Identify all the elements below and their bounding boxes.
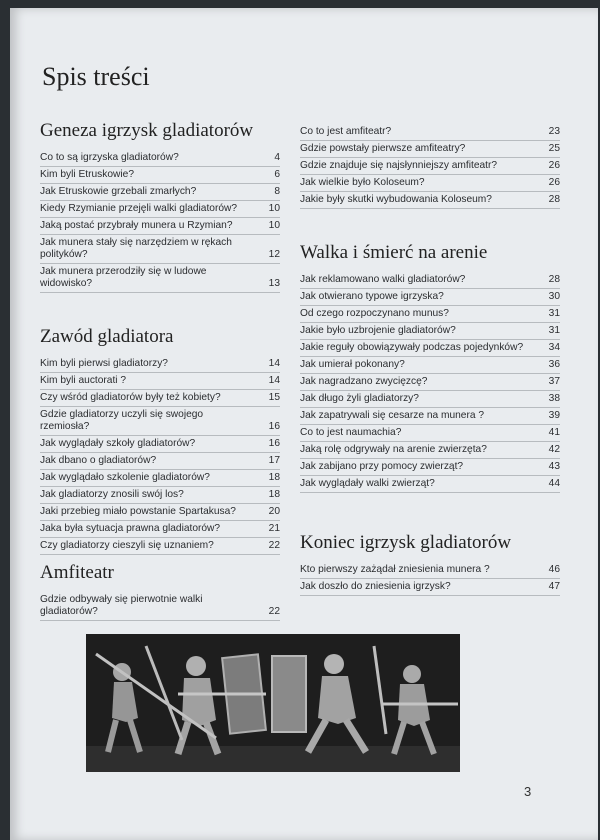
section-heading: Zawód gladiatora <box>40 326 174 347</box>
toc-entry[interactable]: Od czego rozpoczynano munus? 31 <box>300 306 560 323</box>
section-geneza <box>40 120 280 293</box>
section-amfiteatr-continued <box>300 124 560 209</box>
gladiator-relief-image <box>86 634 460 772</box>
toc-entry[interactable]: Jakie były skutki wybudowania Koloseum? 28 <box>300 192 560 209</box>
section-heading: Geneza igrzysk gladiatorów <box>40 120 254 141</box>
toc-entry[interactable]: Gdzie odbywały się pierwotnie walki gladiatorów? 22 <box>40 592 280 621</box>
toc-entry[interactable]: Jak wyglądało szkolenie gladiatorów? 18 <box>40 470 280 487</box>
toc-entry[interactable]: Co to jest naumachia? 41 <box>300 425 560 442</box>
relief-drawing <box>86 634 460 772</box>
section-heading: Amfiteatr <box>40 562 114 583</box>
toc-entry[interactable]: Jak munera stały się narzędziem w rękach polityków? 12 <box>40 235 280 264</box>
toc-entry[interactable]: Jak nagradzano zwycięzcę? 37 <box>300 374 560 391</box>
toc-entry[interactable]: Co to są igrzyska gladiatorów? 4 <box>40 150 280 167</box>
toc-entry[interactable]: Jak Etruskowie grzebali zmarłych? 8 <box>40 184 280 201</box>
toc-entry[interactable]: Jak munera przerodziły się w ludowe widowisko? 13 <box>40 264 280 293</box>
toc-entry[interactable]: Jaką postać przybrały munera u Rzymian? 10 <box>40 218 280 235</box>
toc-entry[interactable]: Jak wyglądały szkoły gladiatorów? 16 <box>40 436 280 453</box>
page-number: 3 <box>524 784 532 799</box>
toc-entry[interactable]: Jak długo żyli gladiatorzy? 38 <box>300 391 560 408</box>
section-heading: Walka i śmierć na arenie <box>300 242 488 263</box>
toc-entry[interactable]: Jak otwierano typowe igrzyska? 30 <box>300 289 560 306</box>
toc-entry[interactable]: Gdzie gladiatorzy uczyli się swojego rzemiosła? 16 <box>40 407 280 436</box>
toc-entry[interactable]: Kto pierwszy zażądał zniesienia munera ? 46 <box>300 562 560 579</box>
toc-entry[interactable]: Jak umierał pokonany? 36 <box>300 357 560 374</box>
toc-entry[interactable]: Co to jest amfiteatr? 23 <box>300 124 560 141</box>
toc-entry[interactable]: Czy wśród gladiatorów były też kobiety? 15 <box>40 390 280 407</box>
toc-entry[interactable]: Gdzie powstały pierwsze amfiteatry? 25 <box>300 141 560 158</box>
toc-entry[interactable]: Jak doszło do zniesienia igrzysk? 47 <box>300 579 560 596</box>
toc-entry[interactable]: Jak wyglądały walki zwierząt? 44 <box>300 476 560 493</box>
toc-entry[interactable]: Czy gladiatorzy cieszyli się uznaniem? 22 <box>40 538 280 555</box>
section-zawod <box>40 326 280 555</box>
toc-entry[interactable]: Jak wielkie było Koloseum? 26 <box>300 175 560 192</box>
toc-entry[interactable]: Jak gladiatorzy znosili swój los? 18 <box>40 487 280 504</box>
toc-entry[interactable]: Jakie reguły obowiązywały podczas pojedynków? 34 <box>300 340 560 357</box>
toc-entry[interactable]: Kim byli auctorati ? 14 <box>40 373 280 390</box>
page-title: Spis treści <box>42 62 150 91</box>
toc-entry[interactable]: Jaką rolę odgrywały na arenie zwierzęta? 42 <box>300 442 560 459</box>
toc-entry[interactable]: Jak dbano o gladiatorów? 17 <box>40 453 280 470</box>
toc-entry[interactable]: Kiedy Rzymianie przejęli walki gladiatorów? 10 <box>40 201 280 218</box>
toc-entry[interactable]: Jaka była sytuacja prawna gladiatorów? 21 <box>40 521 280 538</box>
toc-entry[interactable]: Jaki przebieg miało powstanie Spartakusa? 20 <box>40 504 280 521</box>
toc-entry[interactable]: Kim byli pierwsi gladiatorzy? 14 <box>40 356 280 373</box>
toc-entry[interactable]: Gdzie znajduje się najsłynniejszy amfiteatr? 26 <box>300 158 560 175</box>
toc-entry[interactable]: Kim byli Etruskowie? 6 <box>40 167 280 184</box>
section-amfiteatr <box>40 562 280 621</box>
toc-entry[interactable]: Jak reklamowano walki gladiatorów? 28 <box>300 272 560 289</box>
toc-entry[interactable]: Jak zapatrywali się cesarze na munera ? 39 <box>300 408 560 425</box>
section-heading: Koniec igrzysk gladiatorów <box>300 532 512 553</box>
section-koniec <box>300 532 560 596</box>
section-walka <box>300 242 560 493</box>
toc-entry[interactable]: Jakie było uzbrojenie gladiatorów? 31 <box>300 323 560 340</box>
toc-entry[interactable]: Jak zabijano przy pomocy zwierząt? 43 <box>300 459 560 476</box>
book-page <box>10 8 598 840</box>
